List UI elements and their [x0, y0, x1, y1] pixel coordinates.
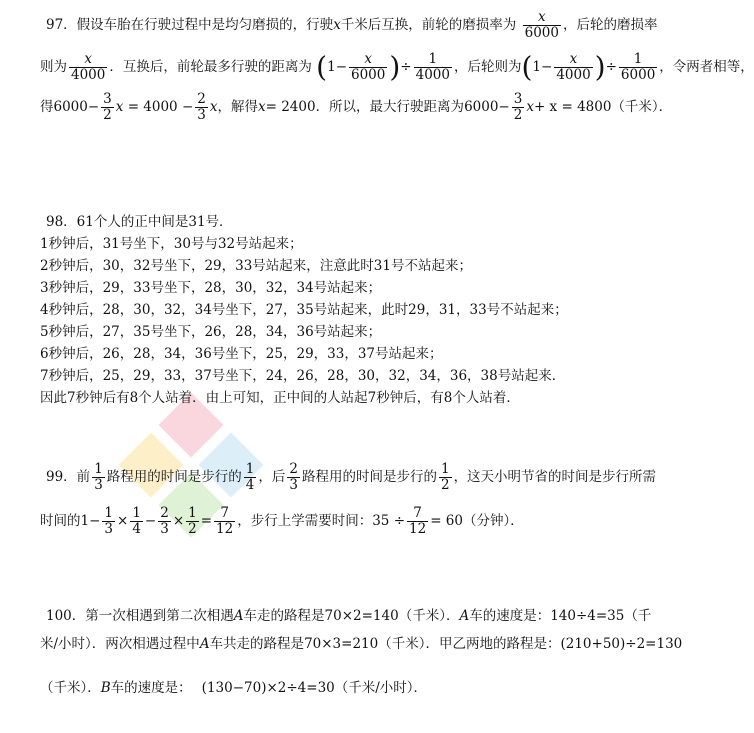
p97-line3: 得6000− $\frac{3}{2}$ x = 4000 − $\frac{2}{3}$ x，解得x= 2400．所以，最大行驶距离为6000− $\frac{3}{2}$ x+ x = 4800（千米）． [40, 91, 673, 123]
p100-line2: 米/小时）．两次相遇过程中A车共走的路程是70×3=210（千米）．甲乙两地的路程是：(210+50)÷2=130 [40, 636, 683, 652]
p99-line2: 时间的1− $\frac{1}{3}$ × $\frac{1}{4}$ − $\frac{2}{3}$ × $\frac{1}{2}$ = $\frac{7}{12}$ ，步行上学需要时间：35 ÷ $\frac{7}{12}$ = 60（分钟）． [40, 505, 524, 537]
p98-line: 6秒钟后，26，28，34，36号坐下，25，29，33，37号站起来； [40, 346, 443, 362]
p98-line: 98．61个人的正中间是31号． [46, 214, 233, 230]
p98-line: 3秒钟后，29，33号坐下，28，30，32，34号站起来； [40, 280, 382, 296]
p97-line2: 则为 $\frac{x}{4000}$ ．互换后，前轮最多行驶的距离为 (1− $\frac{x}{6000}$ )÷ $\frac{1}{4000}$ ，后轮则为(1− $\frac{x}{4000}$ )÷ $\frac{1}{6000}$ ，令两者相等， [40, 50, 754, 84]
fraction: $\frac{x}{6000}$ [524, 9, 559, 41]
p100-line3: （千米）．B车的速度是： (130−70)×2÷4=30（千米/小时）． [40, 680, 428, 696]
p99-line1: 99．前 $\frac{1}{3}$ 路程用的时间是步行的 $\frac{1}{4}$ ，后 $\frac{2}{3}$ 路程用的时间是步行的 $\frac{1}{2}$ ，这天小明节省的时间是步行所需 [46, 461, 657, 493]
p100-line1: 100．第一次相遇到第二次相遇A车走的路程是70×2=140（千米）．A车的速度是：140÷4=35（千 [46, 608, 652, 624]
p98-line: 4秒钟后，28，30，32，34号坐下，27，35号站起来，此时29，31，33号不站起来； [40, 302, 568, 318]
p98-line: 5秒钟后，27，35号坐下，26，28，34，36号站起来； [40, 324, 382, 340]
p98-line: 7秒钟后，25，29，33，37号坐下，24，26，28，30，32，34，36，38号站起来． [40, 368, 566, 384]
p98-line: 因此7秒钟后有8个人站着．由上可知，正中间的人站起7秒钟后，有8个人站着． [40, 390, 520, 406]
p98-line: 1秒钟后，31号坐下，30号与32号站起来； [40, 236, 303, 252]
p98-line: 2秒钟后，30，32号坐下，29，33号站起来，注意此时31号不站起来； [40, 258, 472, 274]
p97-line1: 97．假设车胎在行驶过程中是均匀磨损的，行驶x千米后互换，前轮的磨损率为 $\frac{x}{6000}$ ，后轮的磨损率 [46, 9, 658, 41]
